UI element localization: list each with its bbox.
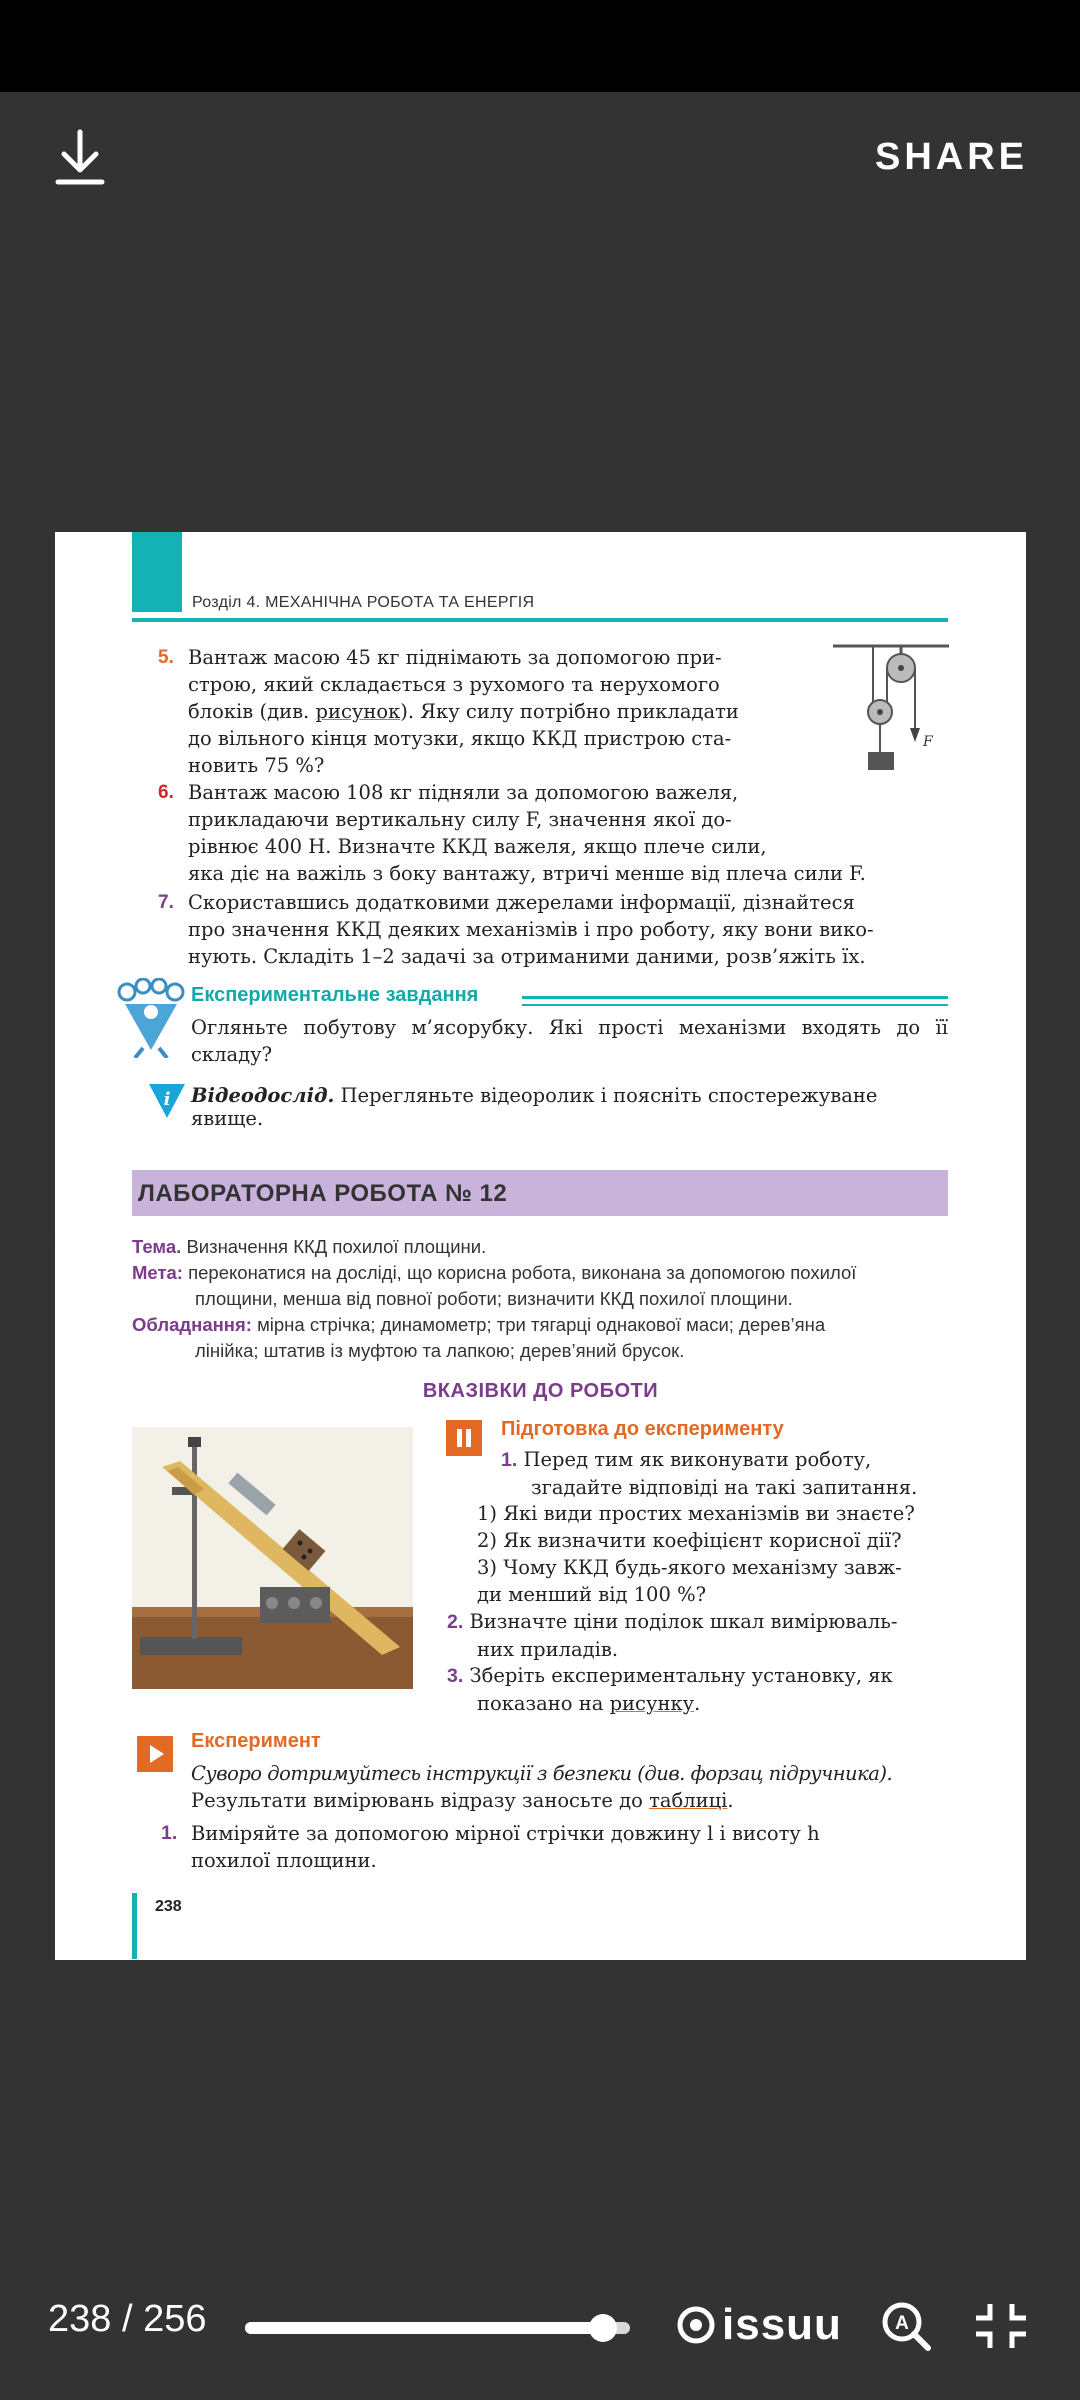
- equipment-label: Обладнання:: [132, 1314, 252, 1335]
- problem-line: прикладаючи вертикальну силу F, значення якої до-: [188, 808, 732, 831]
- problem-line: новить 75 %?: [188, 754, 325, 777]
- slider-thumb[interactable]: [589, 2314, 617, 2342]
- pause-icon: [446, 1420, 482, 1456]
- info-icon: [147, 1080, 187, 1120]
- prep-step-2: [447, 1608, 948, 1663]
- slider-fill: [245, 2322, 603, 2334]
- problem-7: [158, 889, 948, 970]
- download-icon[interactable]: [52, 128, 108, 188]
- equipment-text: мірна стрічка; динамометр; три тягарці однакової маси; дерев’яна: [257, 1314, 826, 1335]
- lab-theme: [132, 1234, 486, 1260]
- issuu-logo-icon: [676, 2305, 716, 2345]
- page-slider[interactable]: [245, 2322, 630, 2334]
- video-text: Перегляньте відеоролик і поясніть спостережуване явище.: [191, 1084, 878, 1130]
- document-page: [55, 532, 1026, 1960]
- lab-goal: [132, 1260, 856, 1312]
- title-rule: [522, 996, 948, 1006]
- step-text: Виміряйте за допомогою мірної стрічки довжину l і висоту h: [191, 1822, 820, 1845]
- problem-line: Скориставшись додатковими джерелами інформації, дізнайтеся: [188, 891, 855, 914]
- question: 2) Як визначити коефіцієнт корисної дії?: [477, 1529, 902, 1552]
- step-number: 1.: [161, 1822, 178, 1844]
- problem-5: [158, 644, 865, 779]
- step-number: 3.: [447, 1665, 464, 1687]
- experiment-text: Суворо дотримуйтесь інструкції з безпеки (див. форзац підручника). Результати вимірювань відразу заносьте до таблиці. 1. Виміряйте за допомогою мірної стрічки довжину l і висоту h похилої площини.: [191, 1760, 948, 1874]
- footer-bar: [132, 1893, 137, 1959]
- step-text: Перед тим як виконувати роботу,: [523, 1448, 872, 1471]
- play-icon: [137, 1736, 173, 1772]
- prep-step-1: [501, 1446, 948, 1501]
- lab-equipment: [132, 1312, 825, 1364]
- goal-text: переконатися на досліді, що корисна робота, виконана за допомогою похилої: [188, 1262, 857, 1283]
- step-number: 1.: [501, 1449, 518, 1471]
- experimental-task-text: Огляньте побутову м’ясорубку. Які прості механізми входять до її складу?: [191, 1016, 948, 1066]
- prep-step-3: 3. Зберіть експериментальну установку, як показано на рисунку.: [447, 1664, 893, 1715]
- problem-line: про значення ККД деяких механізмів і про роботу, яку вони вико-: [188, 918, 874, 941]
- juggler-icon: [113, 978, 189, 1058]
- figure-link[interactable]: рисунок: [315, 700, 401, 723]
- experiment-title: Експеримент: [191, 1730, 321, 1752]
- problem-line: Вантаж масою 108 кг підняли за допомогою важеля,: [188, 781, 739, 804]
- experimental-task-title: Експериментальне завдання: [191, 984, 479, 1006]
- problem-number: 6.: [158, 782, 174, 803]
- question-cont: ди менший від 100 %?: [477, 1583, 707, 1606]
- theme-text: Визначення ККД похилої площини.: [186, 1236, 487, 1257]
- instructions-title: ВКАЗІВКИ ДО РОБОТИ: [422, 1380, 659, 1402]
- share-button[interactable]: SHARE: [874, 136, 1028, 178]
- zoom-icon[interactable]: [880, 2300, 932, 2352]
- inclined-plane-photo: [132, 1427, 413, 1689]
- section-header: Розділ 4. МЕХАНІЧНА РОБОТА ТА ЕНЕРГІЯ: [192, 594, 535, 611]
- preparation-title: Підготовка до експерименту: [501, 1418, 784, 1440]
- svg-text:A: A: [895, 2313, 909, 2334]
- problem-line: Вантаж масою 45 кг піднімають за допомогою при-: [188, 646, 722, 669]
- problem-line: рівнює 400 Н. Визначте ККД важеля, якщо плече сили,: [188, 835, 767, 858]
- step-text-cont: них приладів.: [477, 1638, 619, 1661]
- problem-line: строю, який складається з рухомого та нерухомого: [188, 673, 720, 696]
- problem-line: яка діє на важіль з боку вантажу, втричі менше від плеча сили F.: [188, 862, 866, 885]
- goal-text-cont: площини, менша від повної роботи; визначити ККД похилої площини.: [195, 1288, 793, 1309]
- equipment-text-cont: лінійка; штатив із муфтою та лапкою; дерев’яний брусок.: [195, 1340, 685, 1361]
- video-experiment: [191, 1084, 951, 1130]
- page-counter: 238 / 256: [48, 2298, 207, 2340]
- svg-text:i: i: [163, 1089, 171, 1110]
- problem-number: 7.: [158, 892, 174, 913]
- results-text: Результати вимірювань відразу заносьте до: [191, 1789, 650, 1812]
- section-tab: [132, 532, 182, 612]
- pulley-force-label: F: [923, 734, 933, 750]
- pulley-diagram: [831, 642, 951, 777]
- issuu-wordmark: issuu: [722, 2300, 842, 2349]
- issuu-logo[interactable]: [676, 2300, 842, 2350]
- video-label: Відеодослід.: [191, 1084, 335, 1107]
- prep-questions: [477, 1500, 948, 1608]
- theme-label: Тема.: [132, 1236, 182, 1257]
- header-rule: [132, 618, 948, 622]
- safety-text: Суворо дотримуйтесь інструкції з безпеки (див. форзац підручника).: [191, 1762, 893, 1785]
- step-text-cont: похилої площини.: [191, 1849, 377, 1872]
- problem-number: 5.: [158, 647, 174, 668]
- problem-line: до вільного кінця мотузки, якщо ККД пристрою ста-: [188, 727, 732, 750]
- lab-title: ЛАБОРАТОРНА РОБОТА № 12: [138, 1180, 508, 1207]
- page-number: 238: [155, 1898, 182, 1915]
- problem-line: нують. Складіть 1–2 задачі за отриманими даними, розв’яжіть їх.: [188, 945, 866, 968]
- step-text: Визначте ціни поділок шкал вимірюваль-: [469, 1610, 898, 1633]
- step-text-cont: згадайте відповіді на такі запитання.: [531, 1476, 918, 1499]
- figure-link[interactable]: рисунку: [609, 1692, 695, 1715]
- table-link[interactable]: таблиці: [649, 1789, 728, 1812]
- problem-6: [158, 779, 866, 887]
- problem-line: блоків (див. рисунок). Яку силу потрібно прикладати: [188, 700, 739, 723]
- step-text: Зберіть експериментальну установку, як: [469, 1664, 893, 1687]
- question: 1) Які види простих механізмів ви знаєте?: [477, 1502, 915, 1525]
- step-text-cont: показано на: [477, 1692, 610, 1715]
- goal-label: Мета:: [132, 1262, 183, 1283]
- question: 3) Чому ККД будь-якого механізму завж-: [477, 1556, 902, 1579]
- step-number: 2.: [447, 1611, 464, 1633]
- exit-fullscreen-icon[interactable]: [972, 2300, 1030, 2352]
- status-bar: [0, 0, 1080, 92]
